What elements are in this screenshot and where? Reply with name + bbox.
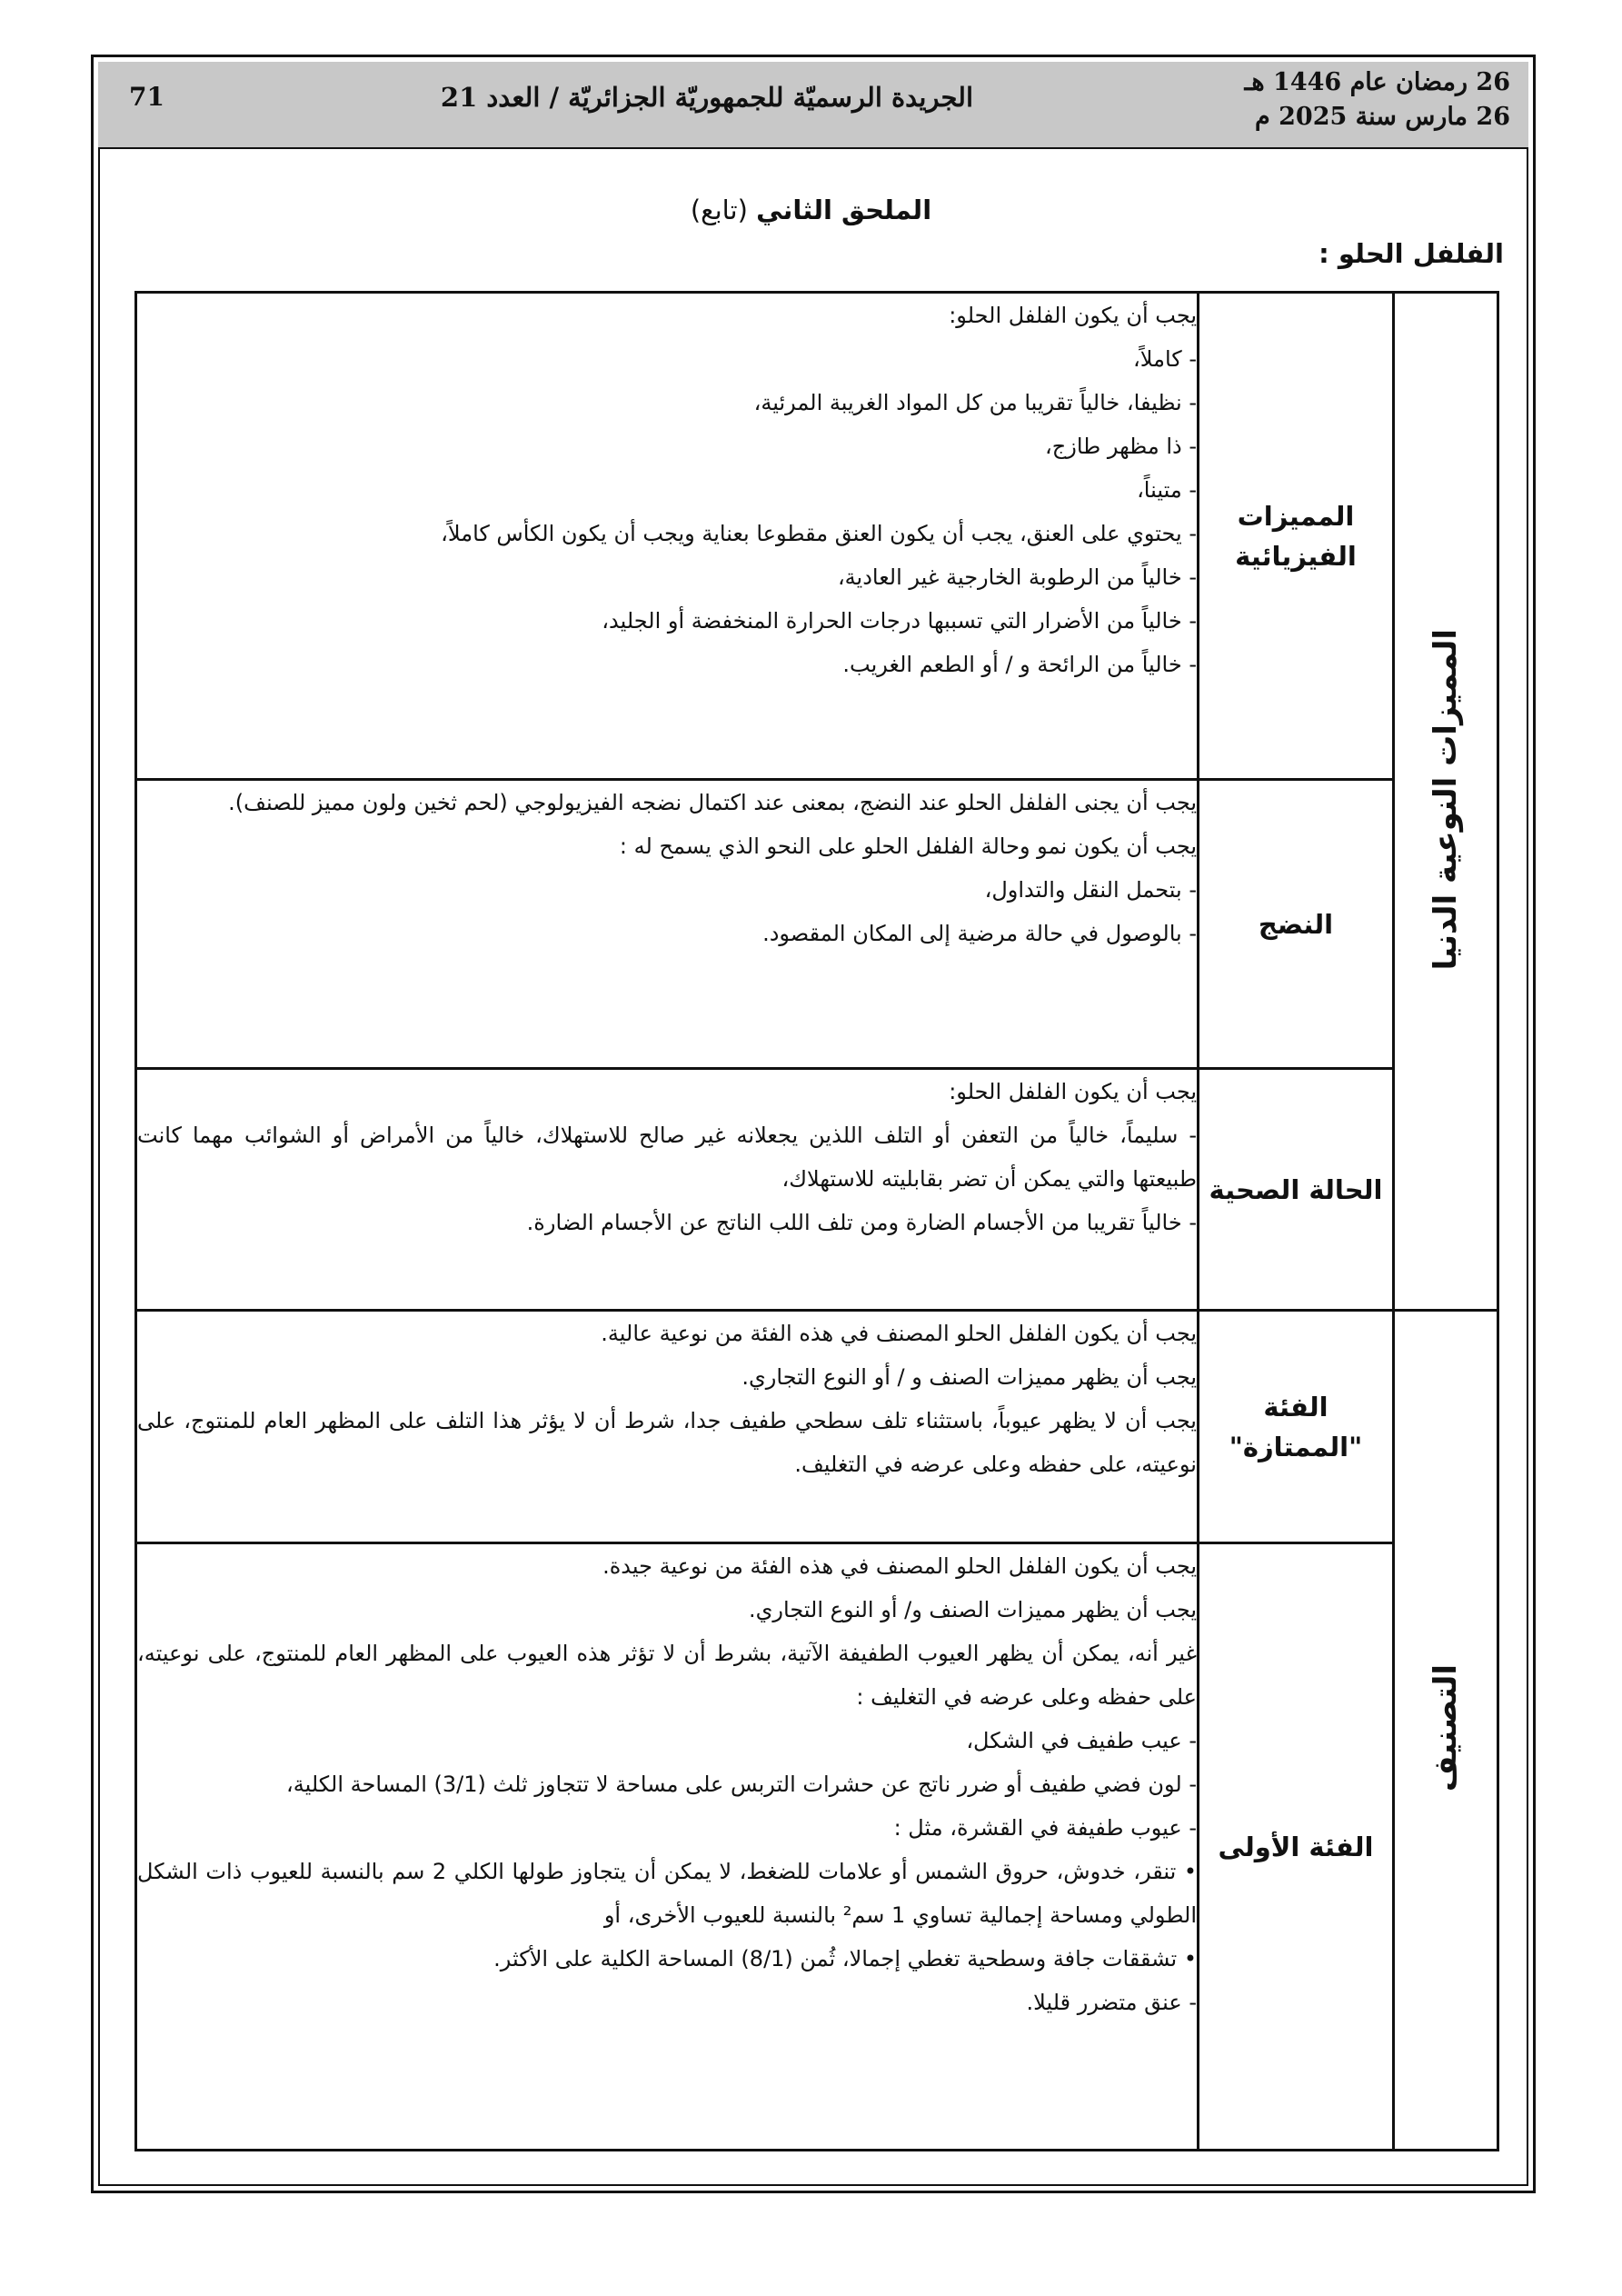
- annex-title-suffix: (تابع): [690, 195, 748, 225]
- table-row: [136, 1069, 1498, 1311]
- group-classification: التصنيف: [1394, 1311, 1498, 2151]
- table-row: [136, 780, 1498, 1069]
- quality-spec-table: [134, 291, 1499, 2151]
- header-title: الجريدة الرسميّة للجمهوريّة الجزائريّة / العدد 21: [440, 82, 974, 113]
- criterion-health: الحالة الصحية: [1199, 1069, 1394, 1311]
- criterion-physical: المميزات الفيزيائية: [1199, 293, 1394, 780]
- table-row: [136, 293, 1498, 780]
- group-min-quality: المميزات النوعية الدنيا: [1394, 293, 1498, 1311]
- annex-title-main: الملحق الثاني: [756, 195, 932, 225]
- criterion-class-one: الفئة الأولى: [1199, 1543, 1394, 2151]
- table-row: [136, 1543, 1498, 2151]
- criterion-extra-class: الفئة "الممتازة": [1199, 1311, 1394, 1543]
- page-number: 71: [129, 82, 164, 112]
- header-date-gregorian: 26 مارس سنة 2025 م: [1255, 103, 1510, 131]
- annex-title: [0, 195, 1622, 225]
- extra-class-content: يجب أن يكون الفلفل الحلو المصنف في هذه الفئة من نوعية عالية. يجب أن يظهر مميزات الصنف و / أو النوع التجاري. يجب أن لا يظهر عيوباً، باستثناء تلف سطحي طفيف جدا، شرط أن لا يؤثر هذا التلف على المظهر العام للمنتوج، على نوعيته، على حفظه وعلى عرضه في التغليف.: [136, 1311, 1199, 1543]
- header-date-hijri: 26 رمضان عام 1446 هـ: [1244, 68, 1510, 96]
- class-one-content: يجب أن يكون الفلفل الحلو المصنف في هذه الفئة من نوعية جيدة. يجب أن يظهر مميزات الصنف و/ أو النوع التجاري. غير أنه، يمكن أن يظهر العيوب الطفيفة الآتية، بشرط أن لا تؤثر هذه العيوب على المظهر العام للمنتوج، على نوعيته، على حفظه وعلى عرضه في التغليف : - عيب طفيف في الشكل، - لون فضي طفيف أو ضرر ناتج عن حشرات التربس على مساحة لا تتجاوز ثلث (3/1) المساحة الكلية، - عيوب طفيفة في القشرة، مثل : • تنقر، خدوش، حروق الشمس أو علامات للضغط، لا يمكن أن يتجاوز طولها الكلي 2 سم بالنسبة للعيوب ذات الشكل الطولي ومساحة إجمالية تساوي 1 سم² بالنسبة للعيوب الأخرى، أو • تشققات جافة وسطحية تغطي إجمالا، ثُمن (8/1) المساحة الكلية على الأكثر. - عنق متضرر قليلا.: [136, 1543, 1199, 2151]
- table-row: [136, 1311, 1498, 1543]
- gazette-header: [98, 62, 1528, 149]
- ripeness-content: يجب أن يجنى الفلفل الحلو عند النضج، بمعنى عند اكتمال نضجه الفيزيولوجي (لحم ثخين ولون مميز للصنف). يجب أن يكون نمو وحالة الفلفل الحلو على النحو الذي يسمح له : - بتحمل النقل والتداول، - بالوصول في حالة مرضية إلى المكان المقصود.: [136, 780, 1199, 1069]
- header-date: [1244, 65, 1510, 135]
- criterion-ripeness: النضج: [1199, 780, 1394, 1069]
- section-heading: الفلفل الحلو :: [1318, 238, 1504, 269]
- health-content: يجب أن يكون الفلفل الحلو: - سليماً، خالياً من التعفن أو التلف اللذين يجعلانه غير صالح للاستهلاك، خالياً من الأمراض أو الشوائب مهما كانت طبيعتها والتي يمكن أن تضر بقابليته للاستهلاك، - خالياً تقريبا من الأجسام الضارة ومن تلف اللب الناتج عن الأجسام الضارة.: [136, 1069, 1199, 1311]
- physical-content: يجب أن يكون الفلفل الحلو: - كاملاً، - نظيفا، خالياً تقريبا من كل المواد الغريبة المرئية، - ذا مظهر طازج، - متيناً، - يحتوي على العنق، يجب أن يكون العنق مقطوعا بعناية ويجب أن يكون الكأس كاملاً، - خالياً من الرطوبة الخارجية غير العادية، - خالياً من الأضرار التي تسببها درجات الحرارة المنخفضة أو الجليد، - خالياً من الرائحة و / أو الطعم الغريب.: [136, 293, 1199, 780]
